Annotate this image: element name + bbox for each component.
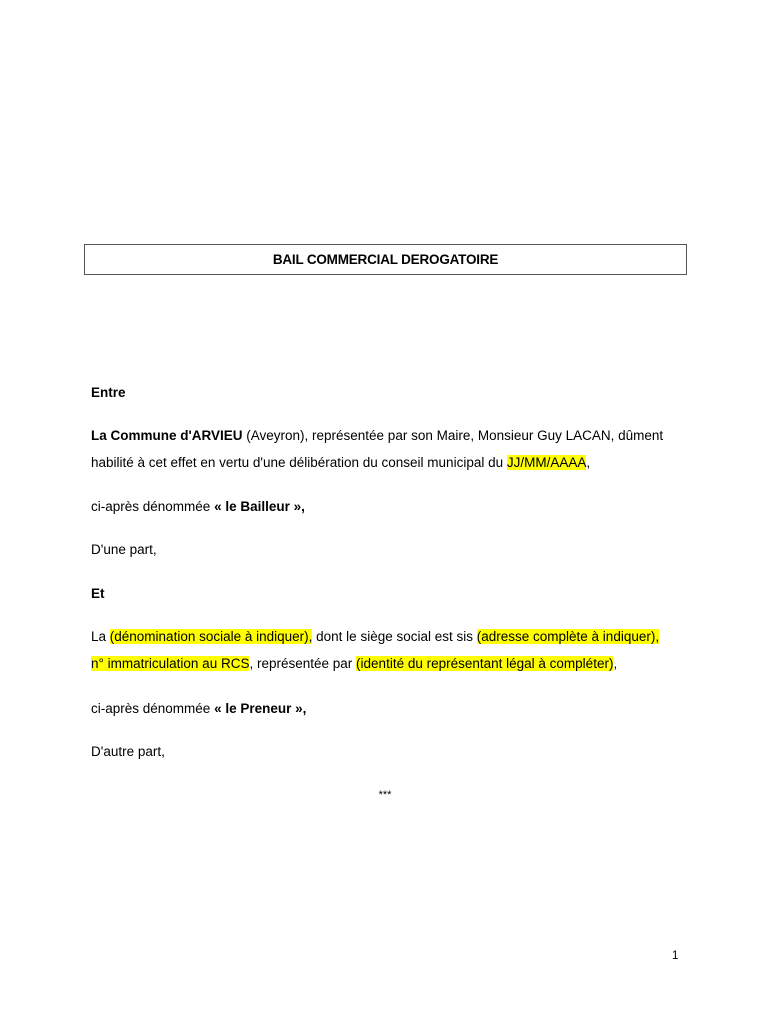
- bailleur-line-2: [91, 454, 590, 472]
- adresse-placeholder: (adresse complète à indiquer),: [476, 629, 660, 644]
- et-heading: Et: [91, 586, 105, 601]
- preneur-role: « le Preneur »,: [214, 701, 307, 716]
- preneur-line-1: [91, 628, 659, 646]
- preneur-line-2-end: ,: [613, 656, 618, 671]
- preneur-la: La: [91, 629, 110, 644]
- bailleur-line-1-text: (Aveyron), représentée par son Maire, Monsieur Guy LACAN, dûment: [242, 428, 664, 443]
- represente-text: , représentée par: [249, 656, 357, 671]
- preneur-designation-prefix: ci-après dénommée: [91, 701, 215, 716]
- rcs-placeholder: n° immatriculation au RCS: [91, 656, 250, 671]
- bailleur-line-2-end: ,: [586, 455, 591, 470]
- autre-part: D'autre part,: [91, 744, 165, 759]
- denomination-placeholder: (dénomination sociale à indiquer),: [109, 629, 313, 644]
- representant-placeholder: (identité du représentant légal à compléter): [356, 656, 614, 671]
- bailleur-designation: [91, 498, 305, 516]
- entre-heading: Entre: [91, 385, 126, 400]
- bailleur-role: « le Bailleur »,: [214, 499, 305, 514]
- preneur-line-2: [91, 655, 617, 673]
- page-number: 1: [672, 950, 679, 962]
- bailleur-designation-prefix: ci-après dénommée: [91, 499, 215, 514]
- bailleur-line-1: [91, 427, 663, 445]
- document-title: BAIL COMMERCIAL DEROGATOIRE: [84, 244, 687, 275]
- siege-text: dont le siège social est sis: [312, 629, 477, 644]
- une-part: D'une part,: [91, 542, 157, 557]
- bailleur-line-2-text: habilité à cet effet en vertu d'une délibération du conseil municipal du: [91, 455, 507, 470]
- date-placeholder: JJ/MM/AAAA: [506, 455, 587, 470]
- preneur-designation: [91, 700, 306, 718]
- section-separator: ***: [378, 789, 392, 801]
- bailleur-name: La Commune d'ARVIEU: [91, 428, 243, 443]
